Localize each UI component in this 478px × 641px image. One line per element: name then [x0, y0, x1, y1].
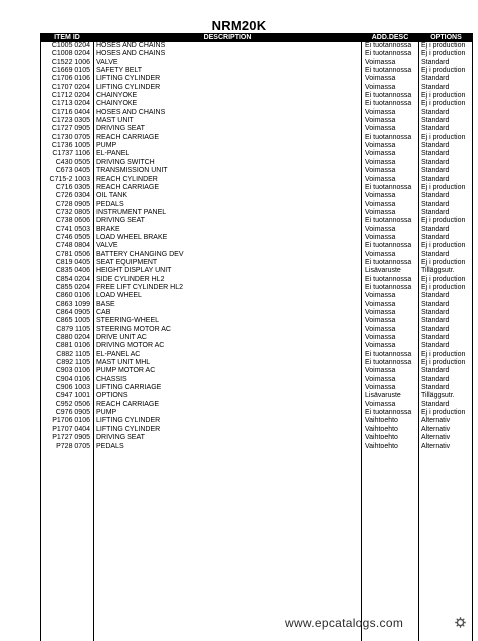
add-desc-cell: Lisävaruste — [365, 267, 401, 275]
options-cell: Alternativ — [421, 442, 451, 450]
add-desc-cell: Ei tuotannossa — [365, 67, 412, 75]
add-desc-cell: Ei tuotannossa — [365, 92, 412, 100]
item-id-cell: C819 0405 — [55, 258, 90, 266]
table-row — [41, 50, 472, 58]
table-row — [41, 67, 472, 75]
item-id-cell: C1723 0305 — [51, 117, 90, 125]
add-desc-cell: Voimassa — [365, 83, 396, 91]
table-row — [41, 342, 472, 350]
add-desc-cell: Ei tuotannossa — [365, 275, 412, 283]
watermark-text: www.epcatalogs.com — [285, 616, 404, 630]
options-cell: Standard — [421, 309, 450, 316]
options-cell: Ej i production — [421, 100, 466, 108]
options-cell: Standard — [421, 225, 450, 233]
item-id-cell: C673 0405 — [55, 167, 90, 175]
item-id-cell: C1522 1006 — [51, 58, 90, 66]
table-row — [41, 209, 472, 217]
table-row — [41, 276, 472, 284]
table-row — [41, 125, 472, 133]
add-desc-cell: Voimassa — [365, 233, 396, 241]
item-id-cell: P728 0705 — [56, 442, 90, 450]
header-item-id: ITEM ID — [54, 34, 80, 41]
table-row — [41, 301, 472, 309]
description-cell: MAST UNIT — [96, 117, 134, 125]
description-cell: PUMP — [96, 409, 117, 417]
table-row — [41, 167, 472, 175]
options-cell: Ej i production — [421, 359, 466, 367]
options-cell: Ej i production — [421, 258, 466, 266]
description-cell: BRAKE — [96, 225, 120, 233]
description-cell: SIDE CYLINDER HL2 — [96, 275, 165, 283]
description-cell: DRIVING SEAT — [96, 434, 145, 442]
description-cell: INSTRUMENT PANEL — [96, 208, 167, 216]
item-id-cell: C855 0204 — [55, 283, 90, 291]
description-cell: LIFTING CYLINDER — [96, 417, 161, 425]
table-row — [41, 217, 472, 225]
add-desc-cell: Vaihtoehto — [365, 442, 398, 450]
header-add-desc: ADD.DESC — [371, 34, 409, 41]
table-row — [41, 384, 472, 392]
options-cell: Standard — [421, 167, 450, 175]
table-row — [41, 134, 472, 142]
description-cell: BATTERY CHANGING DEV — [96, 250, 184, 258]
add-desc-cell: Voimassa — [365, 292, 396, 300]
description-cell: STEERING-WHEEL — [96, 317, 160, 325]
description-cell: BASE — [96, 300, 115, 308]
parts-table — [40, 33, 473, 641]
options-cell: Standard — [421, 117, 450, 125]
add-desc-cell: Ei tuotannossa — [365, 217, 412, 225]
options-cell: Ej i production — [421, 50, 466, 58]
table-row — [41, 117, 472, 125]
add-desc-cell: Voimassa — [365, 158, 396, 166]
description-cell: LIFTING CYLINDER — [96, 425, 161, 433]
add-desc-cell: Voimassa — [365, 400, 396, 408]
item-id-cell: C1716 0404 — [51, 108, 90, 116]
item-id-cell: C879 1105 — [56, 325, 90, 333]
add-desc-cell: Ei tuotannossa — [365, 350, 412, 358]
item-id-cell: C860 0106 — [55, 292, 90, 300]
description-cell: REACH CARRIAGE — [96, 400, 160, 408]
item-id-cell: C947 1001 — [55, 392, 90, 400]
item-id-cell: C1736 1005 — [51, 142, 90, 150]
options-cell: Alternativ — [421, 417, 451, 425]
description-cell: LIFTING CYLINDER — [96, 83, 161, 91]
description-cell: DRIVE UNIT AC — [96, 334, 147, 342]
description-cell: PUMP MOTOR AC — [96, 367, 156, 375]
add-desc-cell: Voimassa — [365, 342, 396, 350]
description-cell: CHASSIS — [96, 375, 127, 383]
table-row — [41, 251, 472, 259]
item-id-cell: P1727 0905 — [52, 434, 90, 442]
options-cell: Standard — [421, 125, 450, 133]
item-id-cell: C1008 0204 — [51, 50, 90, 58]
description-cell: HOSES AND CHAINS — [96, 50, 166, 58]
options-cell: Ej i production — [421, 217, 466, 225]
add-desc-cell: Lisävaruste — [365, 392, 401, 400]
description-cell: FREE LIFT CYLINDER HL2 — [96, 283, 184, 291]
item-id-cell: C781 0506 — [55, 250, 90, 258]
add-desc-cell: Voimassa — [365, 167, 396, 175]
add-desc-cell: Voimassa — [365, 375, 396, 383]
add-desc-cell: Voimassa — [365, 150, 396, 158]
description-cell: CHAINYOKE — [96, 100, 138, 108]
options-cell: Standard — [421, 300, 450, 308]
options-cell: Ej i production — [421, 42, 466, 49]
description-cell: DRIVING MOTOR AC — [96, 342, 165, 350]
item-id-cell: C1706 0106 — [51, 75, 90, 83]
item-id-cell: C906 1003 — [55, 384, 90, 392]
add-desc-cell: Voimassa — [365, 75, 396, 83]
table-row — [41, 309, 472, 317]
description-cell: HOSES AND CHAINS — [96, 108, 166, 116]
item-id-cell: C746 0505 — [55, 233, 90, 241]
item-id-cell: C732 0805 — [55, 208, 90, 216]
table-row — [41, 443, 472, 451]
item-id-cell: C864 0905 — [55, 309, 90, 316]
description-cell: LOAD WHEEL — [96, 292, 142, 300]
table-row — [41, 242, 472, 250]
item-id-cell: P1707 0404 — [52, 425, 90, 433]
description-cell: LIFTING CYLINDER — [96, 75, 161, 83]
item-id-cell: C835 0406 — [55, 267, 90, 275]
description-cell: EL-PANEL — [96, 150, 130, 158]
options-cell: Standard — [421, 375, 450, 383]
table-row — [41, 409, 472, 417]
item-id-cell: C863 1099 — [55, 300, 90, 308]
table-row — [41, 326, 472, 334]
table-row — [41, 150, 472, 158]
add-desc-cell: Voimassa — [365, 250, 396, 258]
item-id-cell: C1713 0204 — [51, 100, 90, 108]
add-desc-cell: Voimassa — [365, 125, 396, 133]
item-id-cell: C741 0503 — [55, 225, 90, 233]
options-cell: Standard — [421, 175, 450, 183]
gear-icon — [455, 617, 466, 628]
description-cell: PUMP — [96, 142, 117, 150]
add-desc-cell: Voimassa — [365, 325, 396, 333]
item-id-cell: C1707 0204 — [51, 83, 90, 91]
item-id-cell: C1712 0204 — [51, 92, 90, 100]
table-body — [41, 42, 472, 451]
add-desc-cell: Voimassa — [365, 58, 396, 66]
item-id-cell: C1737 1106 — [52, 150, 90, 158]
table-row — [41, 92, 472, 100]
table-row — [41, 84, 472, 92]
table-row — [41, 284, 472, 292]
table-row — [41, 142, 472, 150]
description-cell: DRIVING SWITCH — [96, 158, 155, 166]
table-row — [41, 359, 472, 367]
item-id-cell: C854 0204 — [55, 275, 90, 283]
item-id-cell: C865 1005 — [55, 317, 90, 325]
add-desc-cell: Ei tuotannossa — [365, 100, 412, 108]
description-cell: LOAD WHEEL BRAKE — [96, 233, 168, 241]
header-description: DESCRIPTION — [203, 34, 252, 41]
add-desc-cell: Voimassa — [365, 309, 396, 316]
item-id-cell: C1727 0905 — [51, 125, 90, 133]
item-id-cell: C976 0905 — [55, 409, 90, 417]
description-cell: DRIVING SEAT — [96, 125, 145, 133]
item-id-cell: C1005 0204 — [51, 42, 90, 49]
options-cell: Ej i production — [421, 133, 466, 141]
item-id-cell: C903 0106 — [55, 367, 90, 375]
add-desc-cell: Voimassa — [365, 117, 396, 125]
options-cell: Tilläggsutr. — [421, 267, 455, 275]
options-cell: Ej i production — [421, 67, 466, 75]
table-row — [41, 184, 472, 192]
table-row — [41, 434, 472, 442]
table-row — [41, 259, 472, 267]
add-desc-cell: Vaihtoehto — [365, 425, 398, 433]
table-row — [41, 109, 472, 117]
table-row — [41, 176, 472, 184]
item-id-cell: C892 1105 — [56, 359, 90, 367]
options-cell: Standard — [421, 192, 450, 200]
table-row — [41, 75, 472, 83]
options-cell: Standard — [421, 233, 450, 241]
item-id-cell: C728 0905 — [55, 200, 90, 208]
add-desc-cell: Voimassa — [365, 175, 396, 183]
add-desc-cell: Voimassa — [365, 367, 396, 375]
options-cell: Standard — [421, 325, 450, 333]
options-cell: Standard — [421, 334, 450, 342]
options-cell: Ej i production — [421, 275, 466, 283]
options-cell: Tilläggsutr. — [421, 392, 455, 400]
item-id-cell: C715-2 1003 — [49, 175, 90, 183]
description-cell: TRANSMISSION UNIT — [96, 167, 168, 175]
item-id-cell: C881 0106 — [55, 342, 90, 350]
add-desc-cell: Vaihtoehto — [365, 434, 398, 442]
table-row — [41, 351, 472, 359]
options-cell: Standard — [421, 142, 450, 150]
options-cell: Standard — [421, 367, 450, 375]
description-cell: REACH CARRIAGE — [96, 133, 160, 141]
options-cell: Ej i production — [421, 350, 466, 358]
table-row — [41, 426, 472, 434]
document-title: NRM20K — [211, 18, 267, 33]
table-row — [41, 192, 472, 200]
header-options: OPTIONS — [430, 34, 462, 41]
table-row — [41, 317, 472, 325]
add-desc-cell: Ei tuotannossa — [365, 42, 412, 49]
options-cell: Standard — [421, 250, 450, 258]
description-cell: HOSES AND CHAINS — [96, 42, 166, 49]
add-desc-cell: Ei tuotannossa — [365, 133, 412, 141]
description-cell: STEERING MOTOR AC — [96, 325, 171, 333]
add-desc-cell: Voimassa — [365, 225, 396, 233]
table-row — [41, 401, 472, 409]
add-desc-cell: Voimassa — [365, 300, 396, 308]
add-desc-cell: Ei tuotannossa — [365, 409, 412, 417]
add-desc-cell: Ei tuotannossa — [365, 242, 412, 250]
options-cell: Standard — [421, 317, 450, 325]
table-row — [41, 226, 472, 234]
add-desc-cell: Voimassa — [365, 192, 396, 200]
add-desc-cell: Voimassa — [365, 108, 396, 116]
table-row — [41, 367, 472, 375]
table-row — [41, 292, 472, 300]
table-row — [41, 417, 472, 425]
table-row — [41, 100, 472, 108]
item-id-cell: P1706 0106 — [52, 417, 90, 425]
options-cell: Ej i production — [421, 183, 466, 191]
description-cell: REACH CYLINDER — [96, 175, 158, 183]
options-cell: Standard — [421, 108, 450, 116]
add-desc-cell: Voimassa — [365, 317, 396, 325]
options-cell: Standard — [421, 58, 450, 66]
add-desc-cell: Ei tuotannossa — [365, 258, 412, 266]
options-cell: Ej i production — [421, 283, 466, 291]
options-cell: Standard — [421, 150, 450, 158]
description-cell: REACH CARRIAGE — [96, 183, 160, 191]
description-cell: CAB — [96, 309, 111, 316]
options-cell: Standard — [421, 400, 450, 408]
table-row — [41, 159, 472, 167]
add-desc-cell: Voimassa — [365, 142, 396, 150]
table-row — [41, 42, 472, 50]
item-id-cell: C430 0505 — [55, 158, 90, 166]
description-cell: VALVE — [96, 242, 118, 250]
add-desc-cell: Ei tuotannossa — [365, 359, 412, 367]
add-desc-cell: Voimassa — [365, 200, 396, 208]
table-row — [41, 376, 472, 384]
item-id-cell: C952 0506 — [55, 400, 90, 408]
add-desc-cell: Ei tuotannossa — [365, 50, 412, 58]
options-cell: Standard — [421, 342, 450, 350]
item-id-cell: C1669 0105 — [51, 67, 90, 75]
options-cell: Alternativ — [421, 434, 451, 442]
description-cell: PEDALS — [96, 200, 124, 208]
table-row — [41, 201, 472, 209]
item-id-cell: C1730 0705 — [51, 133, 90, 141]
item-id-cell: C882 1105 — [56, 350, 90, 358]
description-cell: SAFETY BELT — [96, 67, 143, 75]
description-cell: DRIVING SEAT — [96, 217, 145, 225]
add-desc-cell: Vaihtoehto — [365, 417, 398, 425]
options-cell: Alternativ — [421, 425, 451, 433]
description-cell: CHAINYOKE — [96, 92, 138, 100]
options-cell: Ej i production — [421, 242, 466, 250]
options-cell: Standard — [421, 83, 450, 91]
table-row — [41, 234, 472, 242]
description-cell: OIL TANK — [96, 192, 127, 200]
description-cell: PEDALS — [96, 442, 124, 450]
description-cell: HEIGHT DISPLAY UNIT — [96, 267, 172, 275]
table-header — [41, 33, 472, 42]
description-cell: MAST UNIT MHL — [96, 359, 151, 367]
add-desc-cell: Voimassa — [365, 208, 396, 216]
options-cell: Ej i production — [421, 409, 466, 417]
table-row — [41, 59, 472, 67]
add-desc-cell: Voimassa — [365, 334, 396, 342]
options-cell: Standard — [421, 292, 450, 300]
description-cell: SEAT EQUIPMENT — [96, 258, 158, 266]
add-desc-cell: Ei tuotannossa — [365, 183, 412, 191]
item-id-cell: C738 0606 — [55, 217, 90, 225]
add-desc-cell: Ei tuotannossa — [365, 283, 412, 291]
options-cell: Ej i production — [421, 92, 466, 100]
options-cell: Standard — [421, 158, 450, 166]
options-cell: Standard — [421, 200, 450, 208]
options-cell: Standard — [421, 208, 450, 216]
description-cell: LIFTING CARRIAGE — [96, 384, 162, 392]
item-id-cell: C748 0804 — [55, 242, 90, 250]
item-id-cell: C904 0106 — [55, 375, 90, 383]
description-cell: VALVE — [96, 58, 118, 66]
table-row — [41, 267, 472, 275]
description-cell: OPTIONS — [96, 392, 128, 400]
options-cell: Standard — [421, 384, 450, 392]
add-desc-cell: Voimassa — [365, 384, 396, 392]
table-row — [41, 392, 472, 400]
item-id-cell: C880 0204 — [55, 334, 90, 342]
table-row — [41, 334, 472, 342]
options-cell: Standard — [421, 75, 450, 83]
description-cell: EL-PANEL AC — [96, 350, 141, 358]
item-id-cell: C716 0305 — [55, 183, 90, 191]
item-id-cell: C726 0304 — [55, 192, 90, 200]
